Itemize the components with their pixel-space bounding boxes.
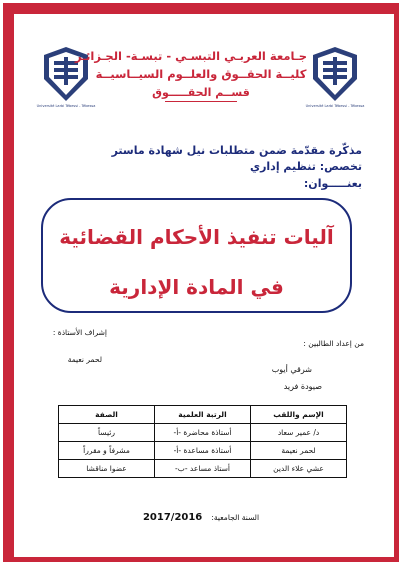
student-name-1: شرقي أيوب xyxy=(271,365,312,374)
table-row xyxy=(59,460,347,478)
member-role: عضوا مناقشا xyxy=(59,460,155,478)
header-name: الإسم واللقب xyxy=(251,406,347,424)
table-row xyxy=(59,442,347,460)
student-name-2: صيودة فريد xyxy=(283,382,322,391)
university-name: جـامعة العربـي التبسـي - تبسـة- الجـزائـر xyxy=(75,49,307,63)
committee-table xyxy=(58,405,347,478)
department-underline xyxy=(165,101,237,102)
academic-year-label: السنة الجامعية: xyxy=(211,513,260,522)
academic-year-value: 2017/2016 xyxy=(142,512,203,523)
logo-caption-right: Université Larbi Tébessi - Tébessa xyxy=(305,104,365,108)
faculty-name: كليــة الحقــوق والعلــوم السيــاسيــة xyxy=(95,67,307,81)
member-name: د/ عمير سعاد xyxy=(251,424,347,442)
supervisor-label: إشراف الأستاذة : xyxy=(52,328,107,337)
member-role: مشرفاً و مقرراً xyxy=(59,442,155,460)
table-row xyxy=(59,424,347,442)
title-label: بعنـــــوان: xyxy=(303,177,362,190)
students-label: من إعداد الطالبين : xyxy=(303,339,364,348)
logo-caption-left: Université Larbi Tébessi - Tébessa xyxy=(36,104,96,108)
member-role: رئيساً xyxy=(59,424,155,442)
academic-year xyxy=(95,505,307,524)
specialty: تخصص: تنظيم إداري xyxy=(249,160,362,173)
member-name: لحمر نعيمة xyxy=(251,442,347,460)
member-rank: أستاذ مساعد -ب- xyxy=(155,460,251,478)
university-logo-right xyxy=(311,45,359,103)
member-rank: أستاذة مساعدة -أ- xyxy=(155,442,251,460)
thesis-title-line-1: آليات تنفيذ الأحكام القضائية xyxy=(59,225,334,249)
thesis-title-line-2: في المادة الإدارية xyxy=(109,275,284,299)
header-role: الصفة xyxy=(59,406,155,424)
member-rank: أستاذة محاضرة -أ- xyxy=(155,424,251,442)
department-name: قســم الحقـــــوق xyxy=(152,86,250,99)
memo-description: مذكّرة مقدّمة ضمن متطلبات نيل شهادة ماستر xyxy=(111,144,362,157)
header-rank: الرتبة العلمية xyxy=(155,406,251,424)
supervisor-name: لحمر نعيمة xyxy=(67,355,102,364)
member-name: عشي علاء الدين xyxy=(251,460,347,478)
committee-header-row xyxy=(59,406,347,424)
